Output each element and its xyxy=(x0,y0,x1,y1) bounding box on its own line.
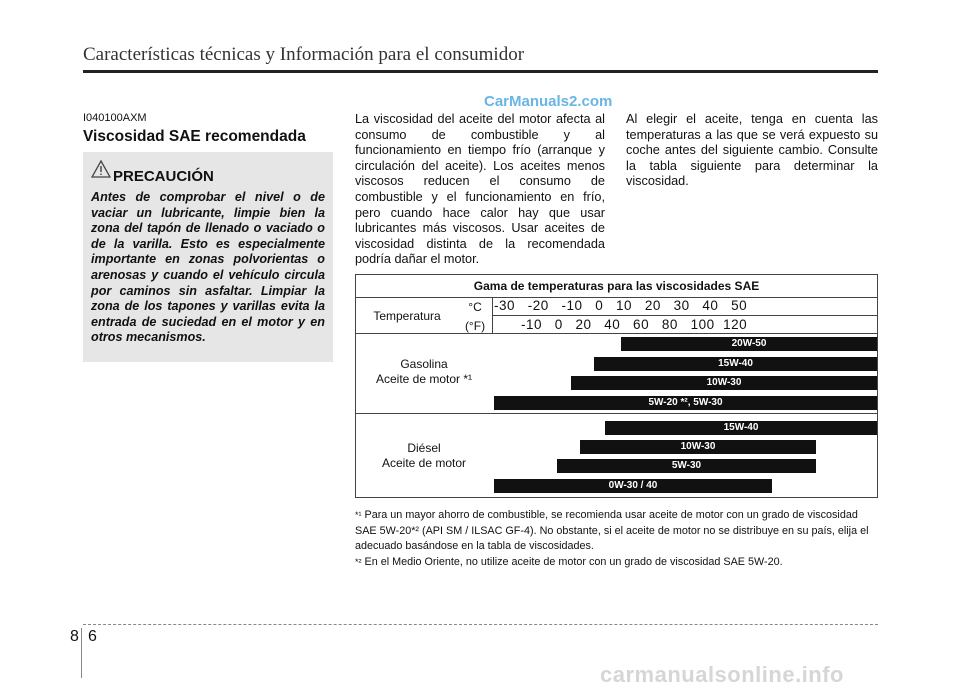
gasoline-label-line2: Aceite de motor *¹ xyxy=(375,372,473,386)
page-number-page: 6 xyxy=(88,628,97,645)
page-number-divider xyxy=(81,628,82,678)
caution-text: Antes de comprobar el nivel o de vaciar un lubricante, limpie bien la zona del tapón de llenado o vaciado o de la varilla. Esto es especialmente importante en zonas polvorientas o arenosas y cuando el vehículo circula por caminos sin asfaltar. Limpiar la zona de los tapones y varillas evita la entrada de suciedad en el motor y en otros mecanismos. xyxy=(91,190,325,345)
table-title: Gama de temperaturas para las viscosidades SAE xyxy=(356,275,877,298)
footer-rule xyxy=(83,624,878,625)
header-rule xyxy=(83,70,878,73)
footnote-2-text: En el Medio Oriente, no utilize aceite de motor con un grado de viscosidad SAE 5W-20. xyxy=(364,556,783,568)
watermark-top[interactable]: CarManuals2.com xyxy=(484,93,613,110)
section-title: Viscosidad SAE recomendada xyxy=(83,128,306,145)
caution-box xyxy=(83,152,333,362)
gasoline-label xyxy=(356,357,492,387)
scale-fahrenheit: -10 0 20 40 60 80 100 120 xyxy=(521,317,748,332)
page-header-title: Características técnicas y Información para el consumidor xyxy=(83,44,525,65)
diesel-label-line1: Diésel xyxy=(407,441,441,455)
section-code: I040100AXM xyxy=(83,112,147,124)
viscosity-table xyxy=(355,274,878,498)
row-divider xyxy=(356,333,877,334)
bar-20w50: 20W-50 xyxy=(621,337,877,351)
bar-diesel-10w30: 10W-30 xyxy=(580,440,816,454)
unit-celsius: °C xyxy=(468,300,482,314)
warning-triangle-icon xyxy=(91,160,111,178)
footnote-1-mark: *¹ xyxy=(355,510,362,520)
footnote-2 xyxy=(355,555,876,571)
footnote-1 xyxy=(355,508,876,555)
footnote-2-mark: *² xyxy=(355,557,362,567)
diesel-label-line2: Aceite de motor xyxy=(381,456,467,470)
page-number-chapter: 8 xyxy=(70,628,79,645)
bar-diesel-15w40: 15W-40 xyxy=(605,421,877,435)
temperature-label: Temperatura xyxy=(373,309,441,323)
gasoline-label-line1: Gasolina xyxy=(400,357,448,371)
bar-gas-10w30: 10W-30 xyxy=(571,376,877,390)
body-column-2: La viscosidad del aceite del motor afecta al consumo de combustible y al funcionamiento en tiempo frío (arranque y circulación del aceite). Los aceites menos viscosos reducen el consumo de combustible y el funcionamiento en frío, pero cuando hace calor hay que usar lubricantes más viscosos. Usar aceites de viscosidad distinta de la recomendada podría dañar el motor. xyxy=(355,112,605,267)
caution-title: PRECAUCIÓN xyxy=(113,168,214,185)
diesel-label xyxy=(356,441,492,471)
bar-diesel-5w30: 5W-30 xyxy=(557,459,816,473)
body-column-3: Al elegir el aceite, tenga en cuenta las temperaturas a las que se verá expuesto su coche antes del siguiente cambio. Consulte la tabla siguiente para determinar la viscosidad. xyxy=(626,112,878,189)
unit-fahrenheit: (°F) xyxy=(464,319,486,333)
bar-gas-15w40: 15W-40 xyxy=(594,357,877,371)
row-divider-2 xyxy=(356,413,877,414)
watermark-bottom[interactable]: carmanualsonline.info xyxy=(600,662,844,687)
scale-midline xyxy=(492,315,877,316)
footnote-1-text: Para un mayor ahorro de combustible, se recomienda usar aceite de motor con un grado de viscosidad SAE 5W-20*² (API SM / ILSAC GF-4). No obstante, si el aceite de motor no se distribuye en su país, elija el adecuado basándose en la tabla de viscosidades. xyxy=(355,509,869,552)
bar-gas-5w20-5w30: 5W-20 *², 5W-30 xyxy=(494,396,877,410)
bar-diesel-0w30-40: 0W-30 / 40 xyxy=(494,479,772,493)
scale-celsius: -30 -20 -10 0 10 20 30 40 50 xyxy=(494,298,748,313)
